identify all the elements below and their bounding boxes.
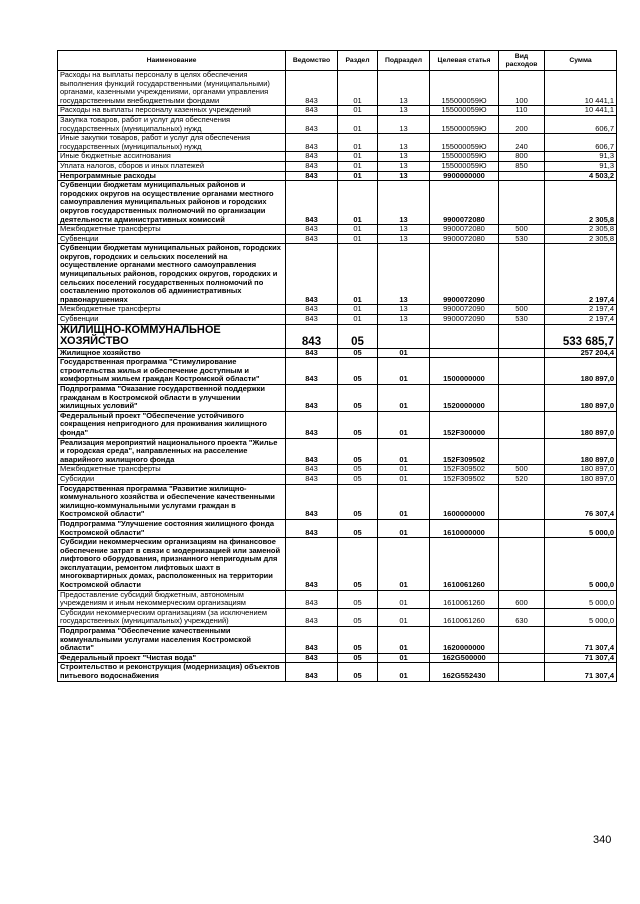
row-expense-type-cell [499, 627, 545, 654]
row-expense-type-cell: 520 [499, 474, 545, 484]
row-expense-type-cell [499, 244, 545, 305]
row-section-cell: 05 [338, 348, 378, 358]
column-header-subsection: Подраздел [378, 51, 430, 71]
row-section-cell: 01 [338, 305, 378, 315]
row-target-article-cell: 9900000000 [430, 171, 499, 181]
row-expense-type-cell [499, 411, 545, 438]
row-expense-type-cell [499, 348, 545, 358]
row-target-article-cell: 1500000000 [430, 358, 499, 385]
column-header-expense-type: Вид расходов [499, 51, 545, 71]
row-department-cell: 843 [286, 225, 338, 235]
row-department-cell: 843 [286, 663, 338, 681]
row-subsection-cell: 13 [378, 225, 430, 235]
row-expense-type-cell [499, 538, 545, 591]
row-expense-type-cell: 630 [499, 608, 545, 626]
table-row [58, 134, 617, 152]
row-section-cell: 01 [338, 234, 378, 244]
row-target-article-cell: 1610061260 [430, 608, 499, 626]
row-amount-cell: 71 307,4 [545, 627, 617, 654]
row-subsection-cell: 01 [378, 663, 430, 681]
row-department-cell: 843 [286, 484, 338, 519]
row-amount-cell: 2 305,8 [545, 181, 617, 225]
row-target-article-cell: 155000059Ю [430, 134, 499, 152]
row-amount-cell: 180 897,0 [545, 465, 617, 475]
row-department-cell: 843 [286, 324, 338, 348]
row-amount-cell: 76 307,4 [545, 484, 617, 519]
row-expense-type-cell: 200 [499, 115, 545, 133]
row-expense-type-cell: 800 [499, 152, 545, 162]
row-expense-type-cell: 240 [499, 134, 545, 152]
row-subsection-cell: 13 [378, 305, 430, 315]
row-amount-cell: 257 204,4 [545, 348, 617, 358]
row-subsection-cell: 01 [378, 411, 430, 438]
budget-table [57, 50, 617, 682]
row-subsection-cell: 13 [378, 161, 430, 171]
row-section-cell: 05 [338, 358, 378, 385]
table-row [58, 358, 617, 385]
row-department-cell: 843 [286, 315, 338, 325]
row-department-cell: 843 [286, 71, 338, 106]
row-name-cell: ЖИЛИЩНО-КОММУНАЛЬНОЕ ХОЗЯЙСТВО [58, 324, 286, 348]
row-target-article-cell [430, 324, 499, 348]
table-row [58, 590, 617, 608]
row-name-cell: Субвенции бюджетам муниципальных районов и городских округов на осуществление органами местного самоуправления муниципальных районов и городских округов государственных полномочий по организации деятельности административных комиссий [58, 181, 286, 225]
row-subsection-cell: 01 [378, 627, 430, 654]
row-amount-cell: 180 897,0 [545, 438, 617, 465]
column-header-name: Наименование [58, 51, 286, 71]
row-section-cell: 05 [338, 438, 378, 465]
row-amount-cell: 4 503,2 [545, 171, 617, 181]
row-expense-type-cell: 850 [499, 161, 545, 171]
row-target-article-cell: 1600000000 [430, 484, 499, 519]
table-row [58, 627, 617, 654]
row-expense-type-cell: 500 [499, 465, 545, 475]
row-department-cell: 843 [286, 474, 338, 484]
row-section-cell: 05 [338, 465, 378, 475]
row-amount-cell: 180 897,0 [545, 385, 617, 412]
row-name-cell: Закупка товаров, работ и услуг для обеспечения государственных (муниципальных) нужд [58, 115, 286, 133]
table-row [58, 538, 617, 591]
row-target-article-cell: 152F309502 [430, 438, 499, 465]
row-expense-type-cell: 500 [499, 305, 545, 315]
row-subsection-cell: 01 [378, 348, 430, 358]
row-section-cell: 01 [338, 161, 378, 171]
row-amount-cell: 606,7 [545, 134, 617, 152]
row-subsection-cell: 01 [378, 653, 430, 663]
row-section-cell: 01 [338, 152, 378, 162]
table-row [58, 161, 617, 171]
table-row [58, 608, 617, 626]
table-row [58, 244, 617, 305]
row-department-cell: 843 [286, 590, 338, 608]
row-name-cell: Межбюджетные трансферты [58, 305, 286, 315]
row-target-article-cell: 1610061260 [430, 590, 499, 608]
row-target-article-cell: 162G500000 [430, 653, 499, 663]
row-target-article-cell: 155000059Ю [430, 106, 499, 116]
table-row [58, 465, 617, 475]
row-amount-cell: 180 897,0 [545, 411, 617, 438]
row-name-cell: Предоставление субсидий бюджетным, автономным учреждениям и иным некоммерческим организациям [58, 590, 286, 608]
row-expense-type-cell [499, 663, 545, 681]
row-target-article-cell: 152F309502 [430, 474, 499, 484]
row-subsection-cell: 13 [378, 106, 430, 116]
row-section-cell: 01 [338, 225, 378, 235]
row-section-cell: 01 [338, 134, 378, 152]
row-target-article-cell: 152F309502 [430, 465, 499, 475]
row-target-article-cell: 9900072080 [430, 181, 499, 225]
row-expense-type-cell: 110 [499, 106, 545, 116]
row-subsection-cell: 01 [378, 465, 430, 475]
row-subsection-cell: 13 [378, 315, 430, 325]
row-target-article-cell: 9900072090 [430, 305, 499, 315]
row-section-cell: 05 [338, 411, 378, 438]
row-expense-type-cell [499, 385, 545, 412]
row-department-cell: 843 [286, 106, 338, 116]
row-department-cell: 843 [286, 608, 338, 626]
row-target-article-cell: 9900072090 [430, 315, 499, 325]
row-name-cell: Государственная программа "Развитие жилищно-коммунального хозяйства и обеспечение качественными жилищно-коммунальными услугами граждан в Костромской области" [58, 484, 286, 519]
row-target-article-cell: 155000059Ю [430, 161, 499, 171]
row-subsection-cell: 13 [378, 115, 430, 133]
row-expense-type-cell: 600 [499, 590, 545, 608]
row-name-cell: Субсидии [58, 474, 286, 484]
row-expense-type-cell [499, 171, 545, 181]
row-name-cell: Подпрограмма "Улучшение состояния жилищного фонда Костромской области" [58, 519, 286, 537]
row-name-cell: Субсидии некоммерческим организациям на финансовое обеспечение затрат в связи с модернизацией или заменой лифтового оборудования, признанного непригодным для эксплуатации, ремонтом лифтовых шахт в многоквартирных домах, расположенных на территории Костромской области [58, 538, 286, 591]
row-amount-cell: 606,7 [545, 115, 617, 133]
table-row [58, 385, 617, 412]
row-name-cell: Федеральный проект "Чистая вода" [58, 653, 286, 663]
row-amount-cell: 2 197,4 [545, 305, 617, 315]
column-header-department: Ведомство [286, 51, 338, 71]
row-expense-type-cell [499, 519, 545, 537]
row-target-article-cell: 1610000000 [430, 519, 499, 537]
row-section-cell: 05 [338, 519, 378, 537]
row-department-cell: 843 [286, 152, 338, 162]
row-amount-cell: 180 897,0 [545, 358, 617, 385]
row-name-cell: Межбюджетные трансферты [58, 465, 286, 475]
row-amount-cell: 2 305,8 [545, 234, 617, 244]
row-name-cell: Строительство и реконструкция (модернизация) объектов питьевого водоснабжения [58, 663, 286, 681]
row-subsection-cell: 13 [378, 181, 430, 225]
row-target-article-cell: 155000059Ю [430, 115, 499, 133]
row-department-cell: 843 [286, 538, 338, 591]
row-subsection-cell: 01 [378, 484, 430, 519]
row-section-cell: 05 [338, 590, 378, 608]
row-subsection-cell: 01 [378, 358, 430, 385]
row-target-article-cell: 9900072090 [430, 244, 499, 305]
row-amount-cell: 2 305,8 [545, 225, 617, 235]
row-expense-type-cell: 100 [499, 71, 545, 106]
row-department-cell: 843 [286, 244, 338, 305]
row-amount-cell: 180 897,0 [545, 474, 617, 484]
table-header-row [58, 51, 617, 71]
row-name-cell: Межбюджетные трансферты [58, 225, 286, 235]
row-target-article-cell: 9900072080 [430, 234, 499, 244]
row-target-article-cell: 162G552430 [430, 663, 499, 681]
table-row [58, 484, 617, 519]
row-amount-cell: 71 307,4 [545, 663, 617, 681]
row-amount-cell: 10 441,1 [545, 106, 617, 116]
row-amount-cell: 5 000,0 [545, 519, 617, 537]
row-expense-type-cell: 530 [499, 315, 545, 325]
row-section-cell: 01 [338, 171, 378, 181]
row-target-article-cell: 155000059Ю [430, 152, 499, 162]
table-row [58, 152, 617, 162]
row-subsection-cell: 01 [378, 608, 430, 626]
table-row [58, 663, 617, 681]
row-name-cell: Уплата налогов, сборов и иных платежей [58, 161, 286, 171]
row-amount-cell: 91,3 [545, 161, 617, 171]
row-name-cell: Федеральный проект "Обеспечение устойчивого сокращения непригодного для проживания жилищного фонда" [58, 411, 286, 438]
row-amount-cell: 2 197,4 [545, 315, 617, 325]
row-expense-type-cell [499, 324, 545, 348]
row-department-cell: 843 [286, 234, 338, 244]
row-section-cell: 05 [338, 324, 378, 348]
row-target-article-cell: 1610061260 [430, 538, 499, 591]
row-target-article-cell [430, 348, 499, 358]
row-name-cell: Субвенции [58, 234, 286, 244]
row-department-cell: 843 [286, 181, 338, 225]
row-section-cell: 01 [338, 244, 378, 305]
row-department-cell: 843 [286, 438, 338, 465]
row-department-cell: 843 [286, 305, 338, 315]
row-subsection-cell: 01 [378, 474, 430, 484]
row-department-cell: 843 [286, 627, 338, 654]
row-department-cell: 843 [286, 519, 338, 537]
row-amount-cell: 5 000,0 [545, 590, 617, 608]
row-amount-cell: 5 000,0 [545, 608, 617, 626]
row-department-cell: 843 [286, 465, 338, 475]
row-name-cell: Расходы на выплаты персоналу в целях обеспечения выполнения функций государственными (муниципальными) органами, казенными учреждениями, органами управления государственными внебюджетными фондами [58, 71, 286, 106]
table-row [58, 115, 617, 133]
row-department-cell: 843 [286, 653, 338, 663]
row-subsection-cell: 13 [378, 244, 430, 305]
row-subsection-cell: 01 [378, 590, 430, 608]
row-subsection-cell: 01 [378, 538, 430, 591]
row-section-cell: 01 [338, 315, 378, 325]
row-name-cell: Иные бюджетные ассигнования [58, 152, 286, 162]
row-amount-cell: 5 000,0 [545, 538, 617, 591]
row-target-article-cell: 1520000000 [430, 385, 499, 412]
row-expense-type-cell [499, 484, 545, 519]
row-section-cell: 05 [338, 538, 378, 591]
row-expense-type-cell: 500 [499, 225, 545, 235]
row-section-cell: 05 [338, 653, 378, 663]
row-department-cell: 843 [286, 134, 338, 152]
row-name-cell: Иные закупки товаров, работ и услуг для обеспечения государственных (муниципальных) нужд [58, 134, 286, 152]
row-name-cell: Расходы на выплаты персоналу казенных учреждений [58, 106, 286, 116]
row-target-article-cell: 155000059Ю [430, 71, 499, 106]
row-target-article-cell: 9900072080 [430, 225, 499, 235]
row-expense-type-cell [499, 181, 545, 225]
row-section-cell: 05 [338, 627, 378, 654]
row-section-cell: 05 [338, 474, 378, 484]
table-row [58, 181, 617, 225]
row-subsection-cell: 01 [378, 385, 430, 412]
row-name-cell: Непрограммные расходы [58, 171, 286, 181]
row-subsection-cell: 13 [378, 134, 430, 152]
row-department-cell: 843 [286, 171, 338, 181]
row-name-cell: Подпрограмма "Обеспечение качественными коммунальными услугами населения Костромской области" [58, 627, 286, 654]
row-department-cell: 843 [286, 115, 338, 133]
row-expense-type-cell: 530 [499, 234, 545, 244]
table-row [58, 324, 617, 348]
row-subsection-cell: 13 [378, 71, 430, 106]
row-department-cell: 843 [286, 358, 338, 385]
table-row [58, 411, 617, 438]
row-name-cell: Субвенции [58, 315, 286, 325]
row-amount-cell: 91,3 [545, 152, 617, 162]
row-section-cell: 01 [338, 106, 378, 116]
row-department-cell: 843 [286, 161, 338, 171]
row-subsection-cell: 01 [378, 438, 430, 465]
row-section-cell: 05 [338, 385, 378, 412]
row-target-article-cell: 1620000000 [430, 627, 499, 654]
row-subsection-cell: 13 [378, 234, 430, 244]
table-row [58, 71, 617, 106]
row-amount-cell: 71 307,4 [545, 653, 617, 663]
row-subsection-cell: 13 [378, 152, 430, 162]
row-section-cell: 01 [338, 181, 378, 225]
row-expense-type-cell [499, 358, 545, 385]
row-amount-cell: 533 685,7 [545, 324, 617, 348]
row-subsection-cell: 01 [378, 519, 430, 537]
table-row [58, 519, 617, 537]
row-target-article-cell: 152F300000 [430, 411, 499, 438]
row-name-cell: Государственная программа "Стимулирование строительства жилья и обеспечение доступным и комфортным жильем граждан Костромской области" [58, 358, 286, 385]
row-name-cell: Жилищное хозяйство [58, 348, 286, 358]
table-row [58, 474, 617, 484]
table-body [58, 71, 617, 682]
row-section-cell: 01 [338, 115, 378, 133]
column-header-amount: Сумма [545, 51, 617, 71]
table-row [58, 438, 617, 465]
row-expense-type-cell [499, 653, 545, 663]
row-name-cell: Субвенции бюджетам муниципальных районов, городских округов, городских и сельских поселений на осуществление органами местного самоуправления муниципальных районов, городских округов, городских и сельских поселений государственных полномочий по составлению протоколов об административных правонарушениях [58, 244, 286, 305]
row-name-cell: Субсидии некоммерческим организациям (за исключением государственных (муниципальных) учреждений) [58, 608, 286, 626]
row-section-cell: 05 [338, 608, 378, 626]
row-department-cell: 843 [286, 348, 338, 358]
row-name-cell: Подпрограмма "Оказание государственной поддержки гражданам в Костромской области в улучшении жилищных условий" [58, 385, 286, 412]
table-row [58, 305, 617, 315]
row-expense-type-cell [499, 438, 545, 465]
column-header-target-article: Целевая статья [430, 51, 499, 71]
row-section-cell: 01 [338, 71, 378, 106]
row-amount-cell: 2 197,4 [545, 244, 617, 305]
table-row [58, 225, 617, 235]
row-subsection-cell [378, 324, 430, 348]
row-section-cell: 05 [338, 484, 378, 519]
row-name-cell: Реализация мероприятий национального проекта "Жилье и городская среда", направленных на расселение аварийного жилищного фонда [58, 438, 286, 465]
row-department-cell: 843 [286, 385, 338, 412]
row-section-cell: 05 [338, 663, 378, 681]
row-subsection-cell: 13 [378, 171, 430, 181]
row-amount-cell: 10 441,1 [545, 71, 617, 106]
row-department-cell: 843 [286, 411, 338, 438]
column-header-section: Раздел [338, 51, 378, 71]
page-number: 340 [593, 834, 612, 846]
table-row [58, 315, 617, 325]
